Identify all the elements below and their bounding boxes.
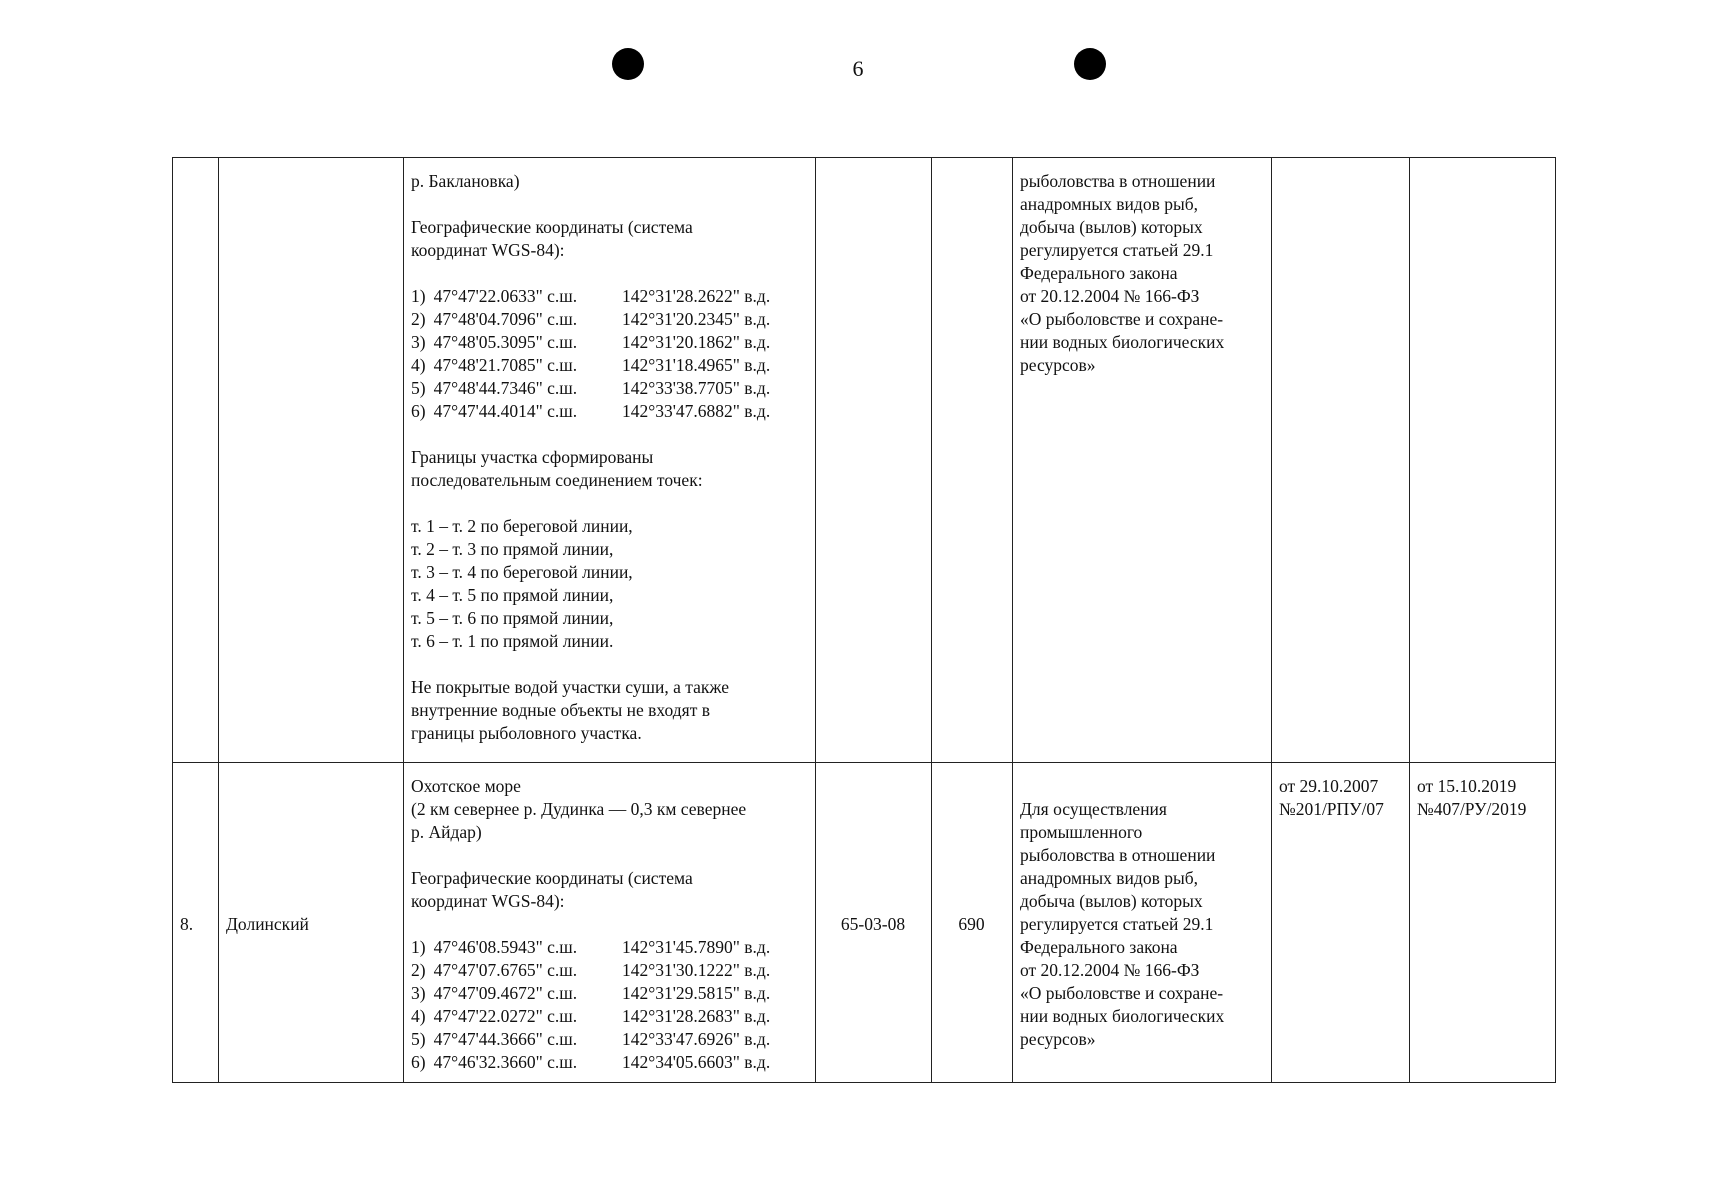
cell-area-description	[404, 158, 816, 763]
coordinate-label: 2)	[411, 960, 426, 980]
coordinate-list	[411, 936, 807, 1074]
coordinate-longitude: 142°33'38.7705" в.д.	[622, 378, 771, 398]
list-item: т. 4 – т. 5 по прямой линии,	[411, 585, 614, 605]
coordinate-longitude: 142°31'45.7890" в.д.	[622, 937, 771, 957]
cell-decision-1	[1272, 763, 1410, 1083]
coordinate-row	[411, 1028, 807, 1051]
coordinate-latitude: 47°47'44.4014" с.ш.	[433, 401, 578, 421]
table-row-8	[173, 763, 1556, 1083]
coordinate-longitude: 142°31'20.2345" в.д.	[622, 309, 771, 329]
cell-area-size: 690	[932, 763, 1013, 1083]
coordinate-latitude: 47°48'05.3095" с.ш.	[433, 332, 578, 352]
coordinate-latitude: 47°47'22.0272" с.ш.	[433, 1006, 578, 1026]
punch-hole-right	[1074, 48, 1106, 80]
coordinate-label: 6)	[411, 1052, 426, 1072]
coordinate-latitude: 47°46'32.3660" с.ш.	[433, 1052, 578, 1072]
coordinate-row	[411, 1051, 807, 1074]
coordinate-longitude: 142°31'28.2683" в.д.	[622, 1006, 771, 1026]
coordinate-list	[411, 285, 807, 423]
coordinate-longitude: 142°31'28.2622" в.д.	[622, 286, 771, 306]
coordinate-label: 5)	[411, 378, 426, 398]
coordinate-latitude: 47°48'44.7346" с.ш.	[433, 378, 578, 398]
area-title: Охотское море (2 км севернее р. Дудинка — 0,3 км севернее р. Айдар)	[411, 776, 747, 842]
coordinate-latitude: 47°47'44.3666" с.ш.	[433, 1029, 578, 1049]
coordinate-latitude: 47°48'04.7096" с.ш.	[433, 309, 578, 329]
cell-decision-2	[1410, 763, 1556, 1083]
cell-number	[173, 158, 219, 763]
coordinate-row	[411, 936, 807, 959]
coordinate-label: 6)	[411, 401, 426, 421]
decision-date-number: от 15.10.2019 №407/РУ/2019	[1417, 776, 1527, 819]
area-title-tail: р. Баклановка)	[411, 171, 520, 191]
fishing-areas-table	[172, 157, 1556, 1083]
coordinate-row	[411, 959, 807, 982]
coordinate-longitude: 142°31'18.4965" в.д.	[622, 355, 771, 375]
list-item: т. 5 – т. 6 по прямой линии,	[411, 608, 614, 628]
list-item: т. 6 – т. 1 по прямой линии.	[411, 631, 614, 651]
coordinate-longitude: 142°33'47.6926" в.д.	[622, 1029, 771, 1049]
cell-code	[816, 158, 932, 763]
coordinate-label: 3)	[411, 983, 426, 1003]
coordinate-label: 2)	[411, 309, 426, 329]
cell-decision-1	[1272, 158, 1410, 763]
coordinate-row	[411, 308, 807, 331]
table-row-continuation	[173, 158, 1556, 763]
boundary-list	[411, 515, 807, 653]
list-item: т. 1 – т. 2 по береговой линии,	[411, 516, 633, 536]
coordinate-latitude: 47°47'09.4672" с.ш.	[433, 983, 578, 1003]
cell-name: Долинский	[219, 763, 404, 1083]
purpose-text: Для осуществления промышленного рыболовства в отношении анадромных видов рыб, добыча (вылов) которых регулируется статьей 29.1 Федерального закона от 20.12.2004 № 166-ФЗ «О рыболовстве и сохране- нии водных биологических ресурсов»	[1020, 799, 1225, 1049]
cell-purpose	[1013, 158, 1272, 763]
coordinate-latitude: 47°48'21.7085" с.ш.	[433, 355, 578, 375]
cell-purpose	[1013, 763, 1272, 1083]
area-note: Не покрытые водой участки суши, а также внутренние водные объекты не входят в границы рыболовного участка.	[411, 677, 729, 743]
coordinate-label: 1)	[411, 937, 426, 957]
coordinate-latitude: 47°46'08.5943" с.ш.	[433, 937, 578, 957]
coordinate-row	[411, 982, 807, 1005]
cell-area-size	[932, 158, 1013, 763]
coordinate-row	[411, 377, 807, 400]
coords-heading: Географические координаты (система координат WGS-84):	[411, 868, 693, 911]
cell-number: 8.	[173, 763, 219, 1083]
purpose-text: рыболовства в отношении анадромных видов рыб, добыча (вылов) которых регулируется статьей 29.1 Федерального закона от 20.12.2004 № 166-ФЗ «О рыболовстве и сохране- нии водных биологических ресурсов»	[1020, 171, 1225, 375]
cell-decision-2	[1410, 158, 1556, 763]
coordinate-label: 5)	[411, 1029, 426, 1049]
coordinate-longitude: 142°31'29.5815" в.д.	[622, 983, 771, 1003]
cell-name	[219, 158, 404, 763]
coords-heading: Географические координаты (система координат WGS-84):	[411, 217, 693, 260]
coordinate-label: 4)	[411, 1006, 426, 1026]
page-number: 6	[852, 56, 864, 81]
cell-area-description	[404, 763, 816, 1083]
list-item: т. 2 – т. 3 по прямой линии,	[411, 539, 614, 559]
boundaries-heading: Границы участка сформированы последовательным соединением точек:	[411, 447, 703, 490]
coordinate-row	[411, 285, 807, 308]
coordinate-latitude: 47°47'22.0633" с.ш.	[433, 286, 578, 306]
coordinate-latitude: 47°47'07.6765" с.ш.	[433, 960, 578, 980]
coordinate-row	[411, 1005, 807, 1028]
coordinate-label: 3)	[411, 332, 426, 352]
coordinate-row	[411, 354, 807, 377]
coordinate-row	[411, 400, 807, 423]
coordinate-row	[411, 331, 807, 354]
coordinate-longitude: 142°33'47.6882" в.д.	[622, 401, 771, 421]
coordinate-label: 1)	[411, 286, 426, 306]
coordinate-longitude: 142°31'30.1222" в.д.	[622, 960, 771, 980]
coordinate-longitude: 142°31'20.1862" в.д.	[622, 332, 771, 352]
coordinate-label: 4)	[411, 355, 426, 375]
cell-code: 65-03-08	[816, 763, 932, 1083]
list-item: т. 3 – т. 4 по береговой линии,	[411, 562, 633, 582]
decision-date-number: от 29.10.2007 №201/РПУ/07	[1279, 776, 1384, 819]
coordinate-longitude: 142°34'05.6603" в.д.	[622, 1052, 771, 1072]
